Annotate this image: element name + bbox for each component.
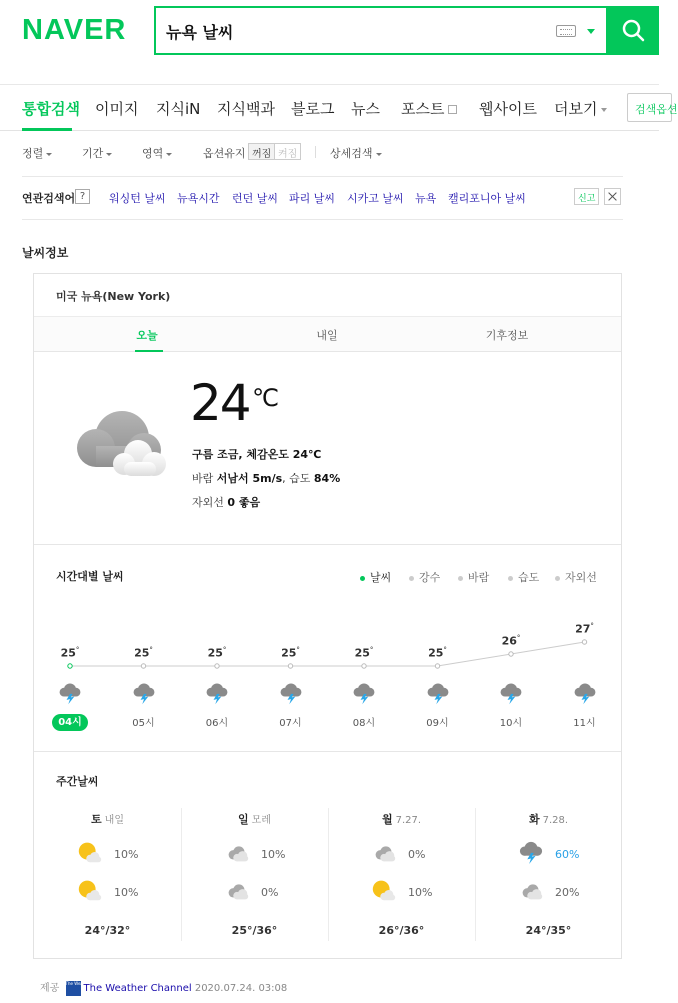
hourly-point: [435, 664, 439, 668]
thunder-icon: [425, 681, 451, 709]
temp-range: 24°/35°: [525, 924, 572, 937]
divider: [181, 808, 182, 941]
cloud-icon: [74, 402, 170, 484]
weekly-day: [181, 808, 328, 943]
divider: [34, 751, 621, 752]
cloud-icon: [517, 878, 545, 906]
condition-line: [192, 446, 321, 462]
feels-like: 24℃: [292, 448, 322, 461]
tab-post-label: 포스트: [401, 100, 445, 118]
area-label: 영역: [142, 147, 164, 160]
sun-cloud-icon: [76, 878, 104, 906]
day-label: 월 7.27.: [381, 813, 422, 826]
wind-value: 서남서 5m/s: [216, 472, 283, 485]
divider: [34, 544, 621, 545]
cloud-icon: [223, 840, 251, 868]
uv-label: 자외선: [192, 496, 228, 509]
tab-website[interactable]: 웹사이트: [479, 100, 537, 118]
weekly-title: 주간날씨: [56, 775, 99, 788]
divider: [475, 808, 476, 941]
hourly-point: [215, 664, 219, 668]
hourly-time: 04시: [52, 714, 88, 731]
hourly-title: 시간대별 날씨: [56, 570, 124, 583]
active-tab-underline: [22, 128, 72, 131]
detail-search-dropdown[interactable]: [330, 145, 382, 161]
legend-label: 강수: [419, 571, 441, 584]
wind-line: [192, 470, 340, 486]
hourly-point: [141, 664, 145, 668]
hourly-time: 08시: [352, 718, 376, 729]
hourly-point: [68, 664, 72, 668]
temperature-unit: ℃: [252, 384, 279, 412]
pm-precip: 10%: [114, 886, 139, 899]
active-tab-underline: [135, 350, 163, 352]
area-dropdown[interactable]: [142, 145, 172, 161]
thunder-icon: [572, 681, 598, 709]
period-label: 기간: [82, 147, 104, 160]
hourly-temp: 25°: [354, 646, 374, 660]
help-icon[interactable]: ?: [75, 189, 90, 204]
thunder-icon: [351, 681, 377, 709]
section-title: 날씨정보: [22, 246, 69, 260]
sort-dropdown[interactable]: [22, 145, 52, 161]
hourly-temp: 27°: [575, 622, 594, 636]
legend-label: 날씨: [370, 571, 392, 584]
hourly-temp: 25°: [281, 646, 300, 660]
related-link[interactable]: 뉴욕: [415, 192, 437, 205]
thunder-icon: [57, 681, 83, 709]
legend-weather[interactable]: [360, 569, 391, 585]
hourly-temp: 25°: [207, 646, 227, 660]
related-link[interactable]: 시카고 날씨: [347, 192, 404, 205]
legend-label: 습도: [518, 571, 540, 584]
humidity-value: 84%: [313, 472, 341, 485]
sun-cloud-icon: [370, 878, 398, 906]
tab-kin[interactable]: 지식iN: [156, 100, 201, 118]
thunder-icon: [517, 840, 545, 868]
tab-post[interactable]: [401, 98, 457, 119]
search-input[interactable]: [166, 16, 546, 46]
day-sub: 7.28.: [542, 815, 569, 826]
search-tabs: [0, 84, 678, 131]
thunder-icon: [204, 681, 230, 709]
thunder-icon: [278, 681, 304, 709]
search-button[interactable]: [608, 6, 659, 55]
tab-encyclopedia[interactable]: 지식백과: [217, 100, 275, 118]
legend-label: 바람: [468, 571, 490, 584]
tab-news[interactable]: 뉴스: [351, 100, 380, 118]
timestamp: 2020.07.24. 03:08: [194, 983, 288, 994]
keep-on-toggle[interactable]: 켜짐: [275, 143, 301, 160]
temp-range: 24°/32°: [84, 924, 131, 937]
pm-precip: 10%: [408, 886, 433, 899]
chevron-down-icon: [46, 153, 52, 156]
provider-label: 제공: [40, 983, 60, 994]
thunder-icon: [498, 681, 524, 709]
weather-card: [33, 273, 622, 959]
hourly-time: 06시: [205, 718, 229, 729]
chevron-down-icon: [601, 108, 607, 112]
hourly-time: 10시: [499, 718, 523, 729]
weather-tab-climate[interactable]: 기후정보: [485, 329, 529, 342]
am-precip: 60%: [555, 848, 580, 861]
detail-label: 상세검색: [330, 147, 373, 160]
legend-dot: [508, 576, 513, 581]
day-label: 토 내일: [91, 813, 124, 826]
weather-tab-tomorrow[interactable]: 내일: [316, 329, 338, 342]
weather-tab-today[interactable]: 오늘: [136, 329, 158, 342]
sun-cloud-icon: [76, 840, 104, 868]
weather-channel-logo: The Weather Channel: [66, 981, 81, 996]
provider-footer: [40, 979, 287, 996]
hourly-point: [288, 664, 292, 668]
tab-blog[interactable]: 블로그: [291, 100, 335, 118]
related-link[interactable]: 런던 날씨: [232, 192, 279, 205]
hourly-temp: 25°: [428, 646, 447, 660]
temp-range: 25°/36°: [231, 924, 278, 937]
search-icon: [621, 18, 645, 42]
location-title: 미국 뉴욕(New York): [56, 290, 171, 303]
weather-tabs: [34, 316, 621, 352]
search-options-button[interactable]: 검색옵션: [627, 93, 672, 122]
humidity-label: , 습도: [282, 472, 314, 485]
day-sub: 내일: [104, 815, 124, 826]
keep-off-toggle[interactable]: 꺼짐: [248, 143, 275, 160]
am-precip: 0%: [408, 848, 426, 861]
chevron-down-icon: [376, 153, 382, 156]
related-link[interactable]: 캘리포니아 날씨: [448, 192, 526, 205]
divider: [328, 808, 329, 941]
temp-range: 26°/36°: [378, 924, 425, 937]
chevron-down-icon: [106, 153, 112, 156]
hourly-forecast: [34, 614, 621, 734]
hourly-temp: 25°: [134, 646, 153, 660]
uv-line: [192, 494, 260, 510]
legend-dot: [409, 576, 414, 581]
tab-more[interactable]: [554, 98, 607, 119]
related-link[interactable]: 뉴욕시간: [177, 192, 220, 205]
legend-dot: [555, 576, 560, 581]
period-dropdown[interactable]: [82, 145, 112, 161]
hourly-point: [362, 664, 366, 668]
keep-options-label: 옵션유지: [203, 147, 246, 160]
weekly-day: [475, 808, 622, 943]
legend-precipitation[interactable]: [409, 569, 440, 585]
day-sub: 모레: [251, 815, 271, 826]
legend-dot: [458, 576, 463, 581]
tab-images[interactable]: 이미지: [95, 100, 139, 118]
day-label: 화 7.28.: [528, 813, 569, 826]
provider-link[interactable]: The Weather Channel: [83, 983, 192, 994]
hourly-temp-line: [34, 614, 621, 684]
sort-label: 정렬: [22, 147, 44, 160]
day-label: 일 모레: [238, 813, 271, 826]
hourly-time: 11시: [573, 718, 596, 729]
divider: [315, 146, 316, 158]
legend-dot: [360, 576, 365, 581]
am-precip: 10%: [114, 848, 139, 861]
related-title: 연관검색어: [22, 192, 76, 205]
report-button[interactable]: 신고: [574, 188, 599, 205]
wind-label: 바람: [192, 472, 217, 485]
tab-all[interactable]: 통합검색: [22, 100, 80, 118]
weekly-day: [328, 808, 475, 943]
legend-humidity[interactable]: [508, 569, 539, 585]
cloud-icon: [223, 878, 251, 906]
close-icon[interactable]: [604, 188, 621, 205]
hourly-time: 05시: [132, 718, 155, 729]
hourly-temp: 26°: [501, 634, 521, 648]
search-box: [154, 6, 608, 55]
pm-precip: 20%: [555, 886, 580, 899]
weekly-day: [34, 808, 181, 943]
am-precip: 10%: [261, 848, 286, 861]
legend-label: 자외선: [565, 571, 597, 584]
tab-more-label: 더보기: [554, 100, 598, 118]
day-sub: 7.27.: [395, 815, 422, 826]
hourly-time: 09시: [426, 718, 449, 729]
chevron-down-icon: [166, 153, 172, 156]
naver-logo[interactable]: NAVER: [22, 14, 127, 46]
legend-wind[interactable]: [458, 569, 489, 585]
condition-text: 구름 조금, 체감온도: [192, 448, 293, 461]
current-temperature: 24: [190, 374, 250, 432]
related-link[interactable]: 워싱턴 날씨: [109, 192, 166, 205]
hourly-point: [509, 652, 513, 656]
thunder-icon: [131, 681, 157, 709]
hourly-point: [582, 640, 586, 644]
legend-uv[interactable]: [555, 569, 597, 585]
related-link[interactable]: 파리 날씨: [289, 192, 336, 205]
keyboard-icon[interactable]: [556, 25, 576, 37]
hourly-temp: 25°: [60, 646, 80, 660]
cloud-icon: [370, 840, 398, 868]
chevron-down-icon[interactable]: [587, 29, 595, 34]
hourly-time: 07시: [279, 718, 302, 729]
pm-precip: 0%: [261, 886, 279, 899]
post-icon: [448, 105, 457, 114]
uv-value: 0 좋음: [227, 496, 261, 509]
related-searches: [22, 176, 623, 220]
